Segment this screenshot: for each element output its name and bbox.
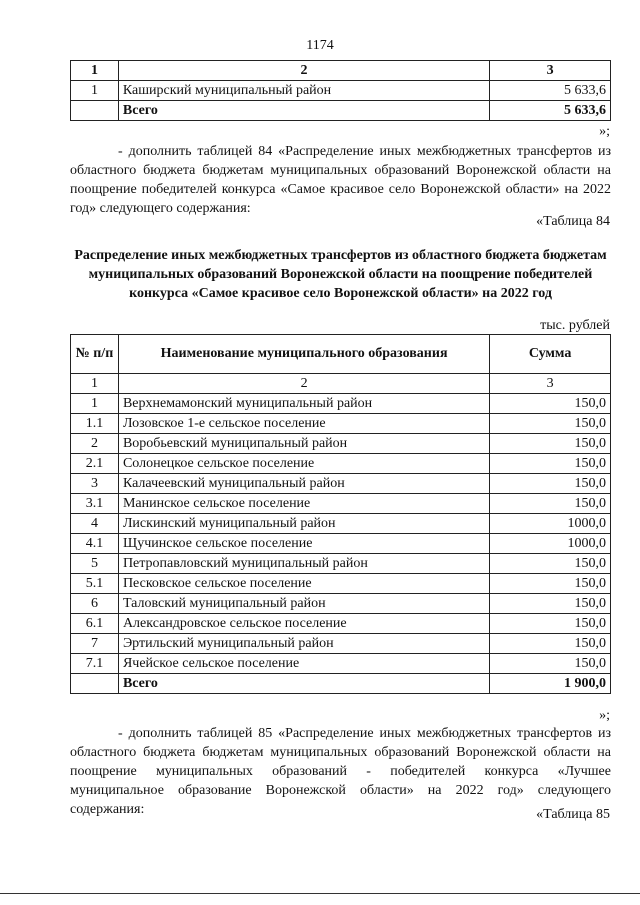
row-name: Петропавловский муниципальный район bbox=[118, 554, 489, 574]
row-name: Воробьевский муниципальный район bbox=[118, 434, 489, 454]
row-sum: 150,0 bbox=[490, 574, 611, 594]
paragraph-amendment-84: - дополнить таблицей 84 «Распределение иных межбюджетных трансфертов из областного бюджета бюджетам муниципальных образований Воронежской области на поощрение победителей конкурса «Самое красивое село Воронежской области» на 2022 год» следующего содержания: bbox=[70, 144, 611, 216]
table-row bbox=[71, 654, 611, 674]
row-name: Манинское сельское поселение bbox=[118, 494, 489, 514]
row-number: 3.1 bbox=[71, 494, 119, 514]
row-sum: 150,0 bbox=[490, 454, 611, 474]
table-row bbox=[71, 474, 611, 494]
units-label: тыс. рублей bbox=[540, 318, 610, 333]
row-number: 1.1 bbox=[71, 414, 119, 434]
column-index: 2 bbox=[118, 374, 489, 394]
row-number: 1 bbox=[71, 394, 119, 414]
table-row bbox=[71, 414, 611, 434]
header-sum: Сумма bbox=[490, 335, 611, 374]
table-closing: »; bbox=[599, 124, 610, 139]
table-row bbox=[71, 594, 611, 614]
row-sum: 150,0 bbox=[490, 634, 611, 654]
row-sum: 150,0 bbox=[490, 554, 611, 574]
row-number: 4.1 bbox=[71, 534, 119, 554]
row-sum: 150,0 bbox=[490, 434, 611, 454]
table-row bbox=[71, 454, 611, 474]
table-header-row bbox=[71, 61, 611, 81]
row-name: Каширский муниципальный район bbox=[118, 81, 489, 101]
header-number: № п/п bbox=[71, 335, 119, 374]
column-index: 3 bbox=[490, 374, 611, 394]
row-number bbox=[71, 674, 119, 694]
table-84-label: «Таблица 84 bbox=[536, 214, 610, 229]
table-header-row bbox=[71, 335, 611, 374]
table-closing: »; bbox=[599, 708, 610, 723]
table-row bbox=[71, 81, 611, 101]
paragraph-amendment-85: - дополнить таблицей 85 «Распределение иных межбюджетных трансфертов из областного бюджета бюджетам муниципальных образований Воронежской области на поощрение муниципальных образований - победителей конкурса «Лучшее муниципальное образование Воронежской области» на 2022 год» следующего содержания: bbox=[70, 726, 611, 817]
row-name: Песковское сельское поселение bbox=[118, 574, 489, 594]
row-number: 3 bbox=[71, 474, 119, 494]
table-row bbox=[71, 394, 611, 414]
row-number: 4 bbox=[71, 514, 119, 534]
total-row bbox=[71, 674, 611, 694]
total-label: Всего bbox=[118, 674, 489, 694]
total-sum: 1 900,0 bbox=[490, 674, 611, 694]
total-label: Всего bbox=[118, 101, 489, 121]
row-sum: 150,0 bbox=[490, 474, 611, 494]
row-number: 6 bbox=[71, 594, 119, 614]
row-name: Верхнемамонский муниципальный район bbox=[118, 394, 489, 414]
continued-table bbox=[70, 60, 611, 121]
row-number: 7.1 bbox=[71, 654, 119, 674]
row-sum: 5 633,6 bbox=[490, 81, 611, 101]
column-index: 2 bbox=[118, 61, 489, 81]
total-row bbox=[71, 101, 611, 121]
row-sum: 150,0 bbox=[490, 494, 611, 514]
page-bottom-rule bbox=[0, 893, 640, 894]
table-row bbox=[71, 554, 611, 574]
row-number: 5.1 bbox=[71, 574, 119, 594]
table-84-title: Распределение иных межбюджетных трансфертов из областного бюджета бюджетам муниципальных образований Воронежской области на поощрение победителей конкурса «Самое красивое село Воронежской области» на 2022 год bbox=[74, 248, 607, 301]
header-name: Наименование муниципального образования bbox=[118, 335, 489, 374]
table-84 bbox=[70, 334, 611, 694]
row-sum: 150,0 bbox=[490, 414, 611, 434]
row-sum: 150,0 bbox=[490, 614, 611, 634]
row-sum: 150,0 bbox=[490, 394, 611, 414]
total-sum: 5 633,6 bbox=[490, 101, 611, 121]
row-sum: 150,0 bbox=[490, 654, 611, 674]
table-row bbox=[71, 534, 611, 554]
row-number: 5 bbox=[71, 554, 119, 574]
row-number bbox=[71, 101, 119, 121]
row-number: 2.1 bbox=[71, 454, 119, 474]
row-name: Калачеевский муниципальный район bbox=[118, 474, 489, 494]
table-row bbox=[71, 574, 611, 594]
column-index: 1 bbox=[71, 61, 119, 81]
row-number: 7 bbox=[71, 634, 119, 654]
row-number: 2 bbox=[71, 434, 119, 454]
row-sum: 150,0 bbox=[490, 594, 611, 614]
row-name: Щучинское сельское поселение bbox=[118, 534, 489, 554]
row-name: Ячейское сельское поселение bbox=[118, 654, 489, 674]
row-name: Солонецкое сельское поселение bbox=[118, 454, 489, 474]
row-number: 6.1 bbox=[71, 614, 119, 634]
row-name: Эртильский муниципальный район bbox=[118, 634, 489, 654]
page-number: 1174 bbox=[306, 38, 334, 53]
row-name: Лозовское 1-е сельское поселение bbox=[118, 414, 489, 434]
table-row bbox=[71, 614, 611, 634]
row-sum: 1000,0 bbox=[490, 534, 611, 554]
row-name: Лискинский муниципальный район bbox=[118, 514, 489, 534]
row-name: Александровское сельское поселение bbox=[118, 614, 489, 634]
table-row bbox=[71, 514, 611, 534]
table-row bbox=[71, 434, 611, 454]
table-row bbox=[71, 494, 611, 514]
index-row bbox=[71, 374, 611, 394]
row-number: 1 bbox=[71, 81, 119, 101]
column-index: 1 bbox=[71, 374, 119, 394]
table-85-label: «Таблица 85 bbox=[536, 807, 610, 822]
row-name: Таловский муниципальный район bbox=[118, 594, 489, 614]
row-sum: 1000,0 bbox=[490, 514, 611, 534]
column-index: 3 bbox=[490, 61, 611, 81]
table-row bbox=[71, 634, 611, 654]
